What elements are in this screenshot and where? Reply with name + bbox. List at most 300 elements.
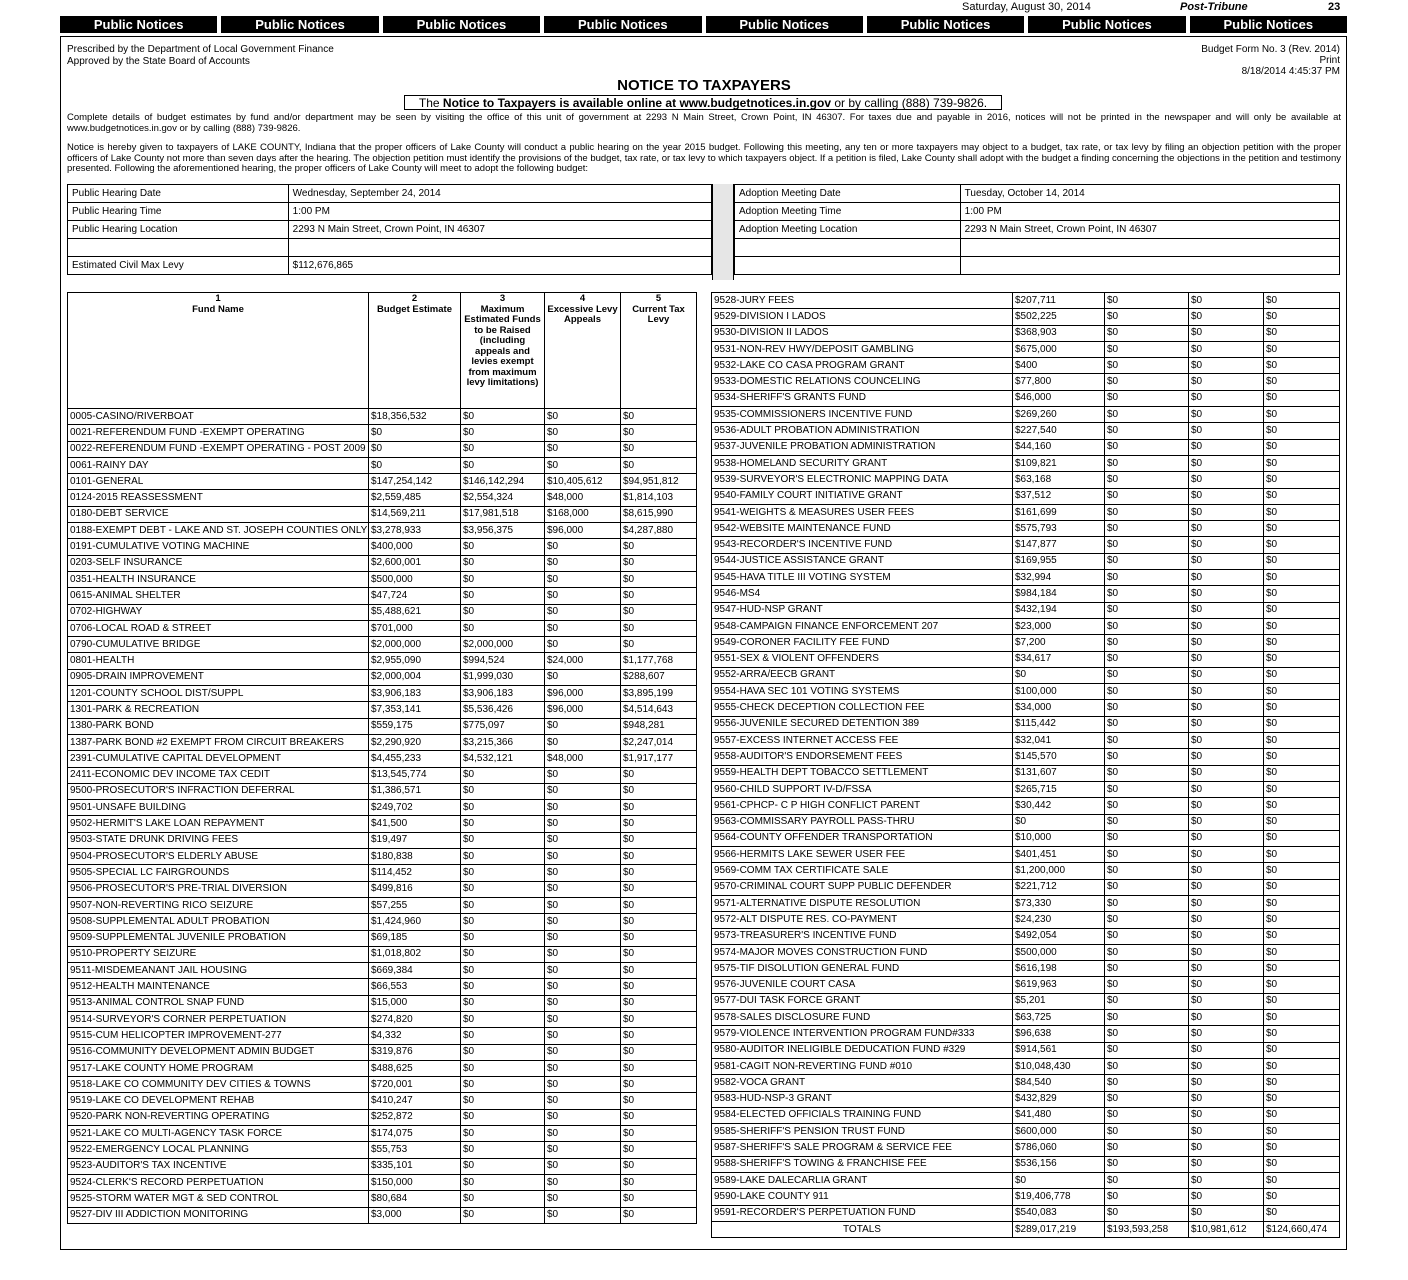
excessive-levy: $48,000 [545, 751, 621, 767]
excessive-levy: $0 [1189, 1010, 1264, 1026]
excessive-levy: $0 [1189, 700, 1264, 716]
section-label: Public Notices [544, 16, 701, 33]
fund-row [68, 800, 697, 816]
budget-estimate: $161,699 [1013, 504, 1105, 520]
budget-estimate: $616,198 [1013, 961, 1105, 977]
fund-name: 9540-FAMILY COURT INITIATIVE GRANT [712, 488, 1013, 504]
fund-row [68, 767, 697, 783]
fund-row [68, 571, 697, 587]
excessive-levy: $0 [1189, 781, 1264, 797]
current-tax-levy: $3,895,199 [621, 686, 697, 702]
excessive-levy: $0 [1189, 293, 1264, 309]
fund-name: 9503-STATE DRUNK DRIVING FEES [68, 832, 369, 848]
fund-name: 9564-COUNTY OFFENDER TRANSPORTATION [712, 830, 1013, 846]
current-tax-levy: $0 [1264, 602, 1340, 618]
current-tax-levy: $0 [621, 767, 697, 783]
max-estimated-funds: $0 [461, 800, 545, 816]
fund-name: 9505-SPECIAL LC FAIRGROUNDS [68, 865, 369, 881]
current-tax-levy: $0 [621, 783, 697, 799]
fund-name: 0905-DRAIN IMPROVEMENT [68, 669, 369, 685]
fund-name: 9515-CUM HELICOPTER IMPROVEMENT-277 [68, 1028, 369, 1044]
budget-estimate: $2,000,004 [369, 669, 461, 685]
fund-row [68, 751, 697, 767]
current-tax-levy: $0 [1264, 586, 1340, 602]
excessive-levy: $0 [545, 441, 621, 457]
fund-row [712, 1058, 1340, 1074]
fund-row [712, 961, 1340, 977]
budget-estimate: $47,724 [369, 588, 461, 604]
fund-row [68, 1142, 697, 1158]
current-tax-levy: $4,514,643 [621, 702, 697, 718]
current-tax-levy: $0 [1264, 1205, 1340, 1221]
max-estimated-funds: $0 [1105, 684, 1189, 700]
budget-estimate: $19,406,778 [1013, 1189, 1105, 1205]
fund-name: 9506-PROSECUTOR'S PRE-TRIAL DIVERSION [68, 881, 369, 897]
excessive-levy: $0 [545, 1011, 621, 1027]
fund-row [712, 374, 1340, 390]
current-tax-levy: $0 [621, 816, 697, 832]
fund-name: 9502-HERMIT'S LAKE LOAN REPAYMENT [68, 816, 369, 832]
budget-estimate: $41,500 [369, 816, 461, 832]
fund-name: 9512-HEALTH MAINTENANCE [68, 979, 369, 995]
excessive-levy: $0 [545, 571, 621, 587]
fund-name: 9545-HAVA TITLE III VOTING SYSTEM [712, 570, 1013, 586]
budget-estimate: $984,184 [1013, 586, 1105, 602]
excessive-levy: $0 [1189, 684, 1264, 700]
current-tax-levy: $0 [621, 1044, 697, 1060]
current-tax-levy: $0 [621, 1207, 697, 1223]
fund-row [712, 993, 1340, 1009]
max-estimated-funds: $0 [1105, 1010, 1189, 1026]
excessive-levy: $0 [1189, 814, 1264, 830]
fund-row [68, 604, 697, 620]
fund-row [712, 879, 1340, 895]
fund-row [68, 539, 697, 555]
budget-estimate: $147,877 [1013, 537, 1105, 553]
max-estimated-funds: $2,000,000 [461, 637, 545, 653]
hearing-row [735, 203, 1340, 221]
excessive-levy: $0 [545, 800, 621, 816]
fund-row [68, 1077, 697, 1093]
fund-row [712, 1042, 1340, 1058]
budget-estimate: $18,356,532 [369, 409, 461, 425]
fund-row [68, 783, 697, 799]
fund-row [712, 1205, 1340, 1221]
fund-name: 9524-CLERK'S RECORD PERPETUATION [68, 1174, 369, 1190]
hearing-label: Public Hearing Date [68, 185, 289, 203]
budget-estimate: $720,001 [369, 1077, 461, 1093]
excessive-levy: $0 [545, 588, 621, 604]
budget-estimate: $10,000 [1013, 830, 1105, 846]
current-tax-levy: $0 [1264, 1107, 1340, 1123]
fund-row [712, 781, 1340, 797]
totals-label: TOTALS [712, 1221, 1013, 1237]
fund-name: 9519-LAKE CO DEVELOPMENT REHAB [68, 1093, 369, 1109]
fund-name: 2391-CUMULATIVE CAPITAL DEVELOPMENT [68, 751, 369, 767]
excessive-levy: $0 [1189, 472, 1264, 488]
hearing-row [735, 221, 1340, 239]
current-tax-levy: $0 [1264, 863, 1340, 879]
max-estimated-funds: $0 [461, 832, 545, 848]
fund-row [712, 390, 1340, 406]
excessive-levy: $0 [545, 1207, 621, 1223]
current-tax-levy: $288,607 [621, 669, 697, 685]
max-estimated-funds: $0 [461, 539, 545, 555]
excessive-levy: $0 [545, 620, 621, 636]
fund-row [712, 618, 1340, 634]
hearing-divider [712, 184, 734, 280]
col-excessive-levy: 4 Excessive Levy Appeals [545, 293, 621, 409]
excessive-levy: $0 [1189, 1075, 1264, 1091]
current-tax-levy: $0 [1264, 1124, 1340, 1140]
max-estimated-funds: $0 [1105, 912, 1189, 928]
current-tax-levy: $0 [621, 832, 697, 848]
budget-estimate: $221,712 [1013, 879, 1105, 895]
hearing-value: Tuesday, October 14, 2014 [960, 185, 1339, 203]
budget-estimate: $401,451 [1013, 847, 1105, 863]
budget-estimate: $4,332 [369, 1028, 461, 1044]
budget-estimate: $3,000 [369, 1207, 461, 1223]
fund-row [68, 979, 697, 995]
current-tax-levy: $0 [621, 865, 697, 881]
fund-row [712, 765, 1340, 781]
budget-estimate: $3,906,183 [369, 686, 461, 702]
fund-name: 9510-PROPERTY SEIZURE [68, 946, 369, 962]
fund-row [712, 830, 1340, 846]
max-estimated-funds: $0 [1105, 667, 1189, 683]
max-estimated-funds: $0 [461, 767, 545, 783]
fund-name: 9514-SURVEYOR'S CORNER PERPETUATION [68, 1011, 369, 1027]
section-label: Public Notices [1190, 16, 1347, 33]
totals-value: $193,593,258 [1105, 1221, 1189, 1237]
max-estimated-funds: $3,956,375 [461, 523, 545, 539]
section-label: Public Notices [1028, 16, 1185, 33]
fund-name: 9517-LAKE COUNTY HOME PROGRAM [68, 1060, 369, 1076]
budget-estimate: $269,260 [1013, 407, 1105, 423]
budget-estimate: $319,876 [369, 1044, 461, 1060]
max-estimated-funds: $0 [461, 1191, 545, 1207]
hearing-row [735, 257, 1340, 275]
excessive-levy: $0 [1189, 651, 1264, 667]
excessive-levy: $0 [545, 767, 621, 783]
current-tax-levy: $0 [1264, 1173, 1340, 1189]
max-estimated-funds: $0 [1105, 1173, 1189, 1189]
fund-name: 9591-RECORDER'S PERPETUATION FUND [712, 1205, 1013, 1221]
excessive-levy: $0 [545, 457, 621, 473]
current-tax-levy: $0 [621, 914, 697, 930]
max-estimated-funds: $0 [1105, 521, 1189, 537]
hearing-value [960, 239, 1339, 257]
current-tax-levy: $0 [621, 441, 697, 457]
fund-name: 1301-PARK & RECREATION [68, 702, 369, 718]
excessive-levy: $0 [1189, 1091, 1264, 1107]
budget-estimate: $63,168 [1013, 472, 1105, 488]
excessive-levy: $0 [545, 425, 621, 441]
totals-value: $289,017,219 [1013, 1221, 1105, 1237]
fund-name: 1387-PARK BOND #2 EXEMPT FROM CIRCUIT BREAKERS [68, 734, 369, 750]
fund-name: 9542-WEBSITE MAINTENANCE FUND [712, 521, 1013, 537]
max-estimated-funds: $0 [461, 995, 545, 1011]
masthead [0, 0, 1408, 14]
budget-estimate: $432,829 [1013, 1091, 1105, 1107]
fund-name: 9557-EXCESS INTERNET ACCESS FEE [712, 733, 1013, 749]
max-estimated-funds: $0 [1105, 944, 1189, 960]
hearing-value [960, 257, 1339, 275]
budget-estimate: $145,570 [1013, 749, 1105, 765]
fund-row [68, 1109, 697, 1125]
budget-estimate: $100,000 [1013, 684, 1105, 700]
excessive-levy: $0 [545, 1028, 621, 1044]
form-info [1201, 44, 1340, 77]
current-tax-levy: $2,247,014 [621, 734, 697, 750]
current-tax-levy: $0 [1264, 570, 1340, 586]
max-estimated-funds: $0 [461, 881, 545, 897]
max-estimated-funds: $0 [1105, 407, 1189, 423]
max-estimated-funds: $0 [1105, 325, 1189, 341]
fund-name: 9501-UNSAFE BUILDING [68, 800, 369, 816]
excessive-levy: $0 [1189, 553, 1264, 569]
max-estimated-funds: $0 [1105, 341, 1189, 357]
budget-estimate: $13,545,774 [369, 767, 461, 783]
fund-name: 0180-DEBT SERVICE [68, 506, 369, 522]
max-estimated-funds: $0 [1105, 1205, 1189, 1221]
fund-row [712, 651, 1340, 667]
budget-estimate: $23,000 [1013, 618, 1105, 634]
fund-row [68, 1011, 697, 1027]
current-tax-levy: $1,177,768 [621, 653, 697, 669]
budget-estimate: $2,600,001 [369, 555, 461, 571]
budget-estimate: $150,000 [369, 1174, 461, 1190]
excessive-levy: $0 [1189, 1107, 1264, 1123]
current-tax-levy: $0 [621, 620, 697, 636]
fund-name: 9525-STORM WATER MGT & SED CONTROL [68, 1191, 369, 1207]
fund-name: 0615-ANIMAL SHELTER [68, 588, 369, 604]
fund-name: 9576-JUVENILE COURT CASA [712, 977, 1013, 993]
budget-estimate: $73,330 [1013, 895, 1105, 911]
current-tax-levy: $0 [621, 800, 697, 816]
max-estimated-funds: $0 [1105, 879, 1189, 895]
max-estimated-funds: $0 [461, 783, 545, 799]
current-tax-levy: $0 [621, 1142, 697, 1158]
excessive-levy: $0 [1189, 1124, 1264, 1140]
hearing-value: $112,676,865 [288, 257, 711, 275]
excessive-levy: $0 [545, 946, 621, 962]
fund-row [712, 521, 1340, 537]
fund-row [712, 325, 1340, 341]
budget-estimate: $1,200,000 [1013, 863, 1105, 879]
current-tax-levy: $0 [1264, 733, 1340, 749]
current-tax-levy: $0 [621, 1011, 697, 1027]
current-tax-levy: $0 [1264, 374, 1340, 390]
hearing-row [735, 239, 1340, 257]
details-paragraph: Complete details of budget estimates by fund and/or department may be seen by visiting the office of this unit of government at 2293 N Main Street, Crown Point, IN 46307. For taxes due and payable in 2016, notices will not be printed in the newspaper and will only be available at www.budgetnotices.in.gov or by calling (888) 739-9826. [67, 112, 1341, 134]
excessive-levy: $0 [1189, 1026, 1264, 1042]
budget-estimate: $500,000 [369, 571, 461, 587]
budget-estimate: $55,753 [369, 1142, 461, 1158]
fund-row [68, 930, 697, 946]
budget-estimate: $63,725 [1013, 1010, 1105, 1026]
current-tax-levy: $0 [621, 588, 697, 604]
max-estimated-funds: $0 [1105, 651, 1189, 667]
excessive-levy: $0 [545, 555, 621, 571]
current-tax-levy: $0 [1264, 765, 1340, 781]
fund-row [712, 895, 1340, 911]
budget-estimate: $499,816 [369, 881, 461, 897]
max-estimated-funds: $0 [1105, 863, 1189, 879]
max-estimated-funds: $0 [1105, 765, 1189, 781]
budget-estimate: $41,480 [1013, 1107, 1105, 1123]
fund-row [712, 1091, 1340, 1107]
max-estimated-funds: $0 [1105, 1140, 1189, 1156]
fund-name: 9584-ELECTED OFFICIALS TRAINING FUND [712, 1107, 1013, 1123]
fund-name: 0706-LOCAL ROAD & STREET [68, 620, 369, 636]
max-estimated-funds: $0 [461, 963, 545, 979]
fund-row [68, 425, 697, 441]
max-estimated-funds: $0 [1105, 1107, 1189, 1123]
hearing-row [68, 185, 712, 203]
excessive-levy: $0 [545, 718, 621, 734]
current-tax-levy: $0 [621, 995, 697, 1011]
max-estimated-funds: $0 [461, 1060, 545, 1076]
current-tax-levy: $0 [1264, 993, 1340, 1009]
current-tax-levy: $0 [1264, 472, 1340, 488]
current-tax-levy: $0 [1264, 1010, 1340, 1026]
max-estimated-funds: $0 [461, 914, 545, 930]
budget-estimate: $540,083 [1013, 1205, 1105, 1221]
fund-name: 9588-SHERIFF'S TOWING & FRANCHISE FEE [712, 1156, 1013, 1172]
excessive-levy: $0 [1189, 879, 1264, 895]
fund-row [712, 749, 1340, 765]
fund-name: 9521-LAKE CO MULTI-AGENCY TASK FORCE [68, 1126, 369, 1142]
budget-estimate: $109,821 [1013, 455, 1105, 471]
budget-estimate: $669,384 [369, 963, 461, 979]
excessive-levy: $0 [1189, 798, 1264, 814]
max-estimated-funds: $0 [1105, 455, 1189, 471]
excessive-levy: $10,405,612 [545, 474, 621, 490]
fund-name: 9551-SEX & VIOLENT OFFENDERS [712, 651, 1013, 667]
current-tax-levy: $0 [1264, 504, 1340, 520]
budget-estimate: $0 [369, 457, 461, 473]
section-label: Public Notices [221, 16, 378, 33]
fund-row [68, 734, 697, 750]
max-estimated-funds: $0 [461, 409, 545, 425]
budget-estimate: $432,194 [1013, 602, 1105, 618]
fund-name: 9590-LAKE COUNTY 911 [712, 1189, 1013, 1205]
fund-row [68, 523, 697, 539]
max-estimated-funds: $0 [461, 865, 545, 881]
printed-timestamp: 8/18/2014 4:45:37 PM [1241, 66, 1340, 77]
max-estimated-funds: $0 [1105, 537, 1189, 553]
max-estimated-funds: $0 [1105, 716, 1189, 732]
fund-name: 9585-SHERIFF'S PENSION TRUST FUND [712, 1124, 1013, 1140]
fund-name: 9534-SHERIFF'S GRANTS FUND [712, 390, 1013, 406]
fund-row [68, 702, 697, 718]
excessive-levy: $0 [1189, 407, 1264, 423]
current-tax-levy: $0 [621, 555, 697, 571]
fund-row [68, 457, 697, 473]
fund-name: 9538-HOMELAND SECURITY GRANT [712, 455, 1013, 471]
max-estimated-funds: $3,906,183 [461, 686, 545, 702]
current-tax-levy: $0 [621, 1028, 697, 1044]
budget-estimate: $1,018,802 [369, 946, 461, 962]
budget-estimate: $675,000 [1013, 341, 1105, 357]
fund-name: 9548-CAMPAIGN FINANCE ENFORCEMENT 207 [712, 618, 1013, 634]
fund-name: 9571-ALTERNATIVE DISPUTE RESOLUTION [712, 895, 1013, 911]
totals-row [712, 1221, 1340, 1237]
current-tax-levy: $0 [1264, 1042, 1340, 1058]
excessive-levy: $0 [1189, 586, 1264, 602]
budget-estimate: $536,156 [1013, 1156, 1105, 1172]
excessive-levy: $96,000 [545, 686, 621, 702]
print-label: Print [1319, 55, 1340, 66]
fund-row [712, 912, 1340, 928]
online-availability-box [404, 95, 1002, 110]
col-max-estimated-funds: 3 Maximum Estimated Funds to be Raised (including appeals and levies exempt from maximum levy limitations) [461, 293, 545, 409]
fund-row [68, 409, 697, 425]
budget-estimate: $701,000 [369, 620, 461, 636]
max-estimated-funds: $0 [461, 1207, 545, 1223]
budget-estimate: $410,247 [369, 1093, 461, 1109]
fund-row [712, 863, 1340, 879]
fund-row [712, 553, 1340, 569]
max-estimated-funds: $0 [1105, 309, 1189, 325]
max-estimated-funds: $0 [461, 816, 545, 832]
hearing-label [735, 239, 961, 257]
fund-name: 9544-JUSTICE ASSISTANCE GRANT [712, 553, 1013, 569]
budget-estimate: $335,101 [369, 1158, 461, 1174]
max-estimated-funds: $0 [1105, 814, 1189, 830]
max-estimated-funds: $0 [1105, 1026, 1189, 1042]
budget-estimate: $10,048,430 [1013, 1058, 1105, 1074]
fund-name: 9541-WEIGHTS & MEASURES USER FEES [712, 504, 1013, 520]
fund-row [712, 1156, 1340, 1172]
excessive-levy: $0 [1189, 390, 1264, 406]
fund-row [68, 865, 697, 881]
excessive-levy: $0 [1189, 716, 1264, 732]
excessive-levy: $168,000 [545, 506, 621, 522]
max-estimated-funds: $0 [461, 1142, 545, 1158]
fund-name: 9543-RECORDER'S INCENTIVE FUND [712, 537, 1013, 553]
current-tax-levy: $0 [1264, 635, 1340, 651]
fund-row [68, 1158, 697, 1174]
max-estimated-funds: $0 [1105, 928, 1189, 944]
budget-estimate: $30,442 [1013, 798, 1105, 814]
excessive-levy: $0 [1189, 667, 1264, 683]
current-tax-levy: $0 [621, 1126, 697, 1142]
current-tax-levy: $0 [1264, 1058, 1340, 1074]
max-estimated-funds: $0 [1105, 1075, 1189, 1091]
fund-row [68, 1060, 697, 1076]
adoption-meeting-table [734, 184, 1340, 275]
excessive-levy: $0 [545, 979, 621, 995]
max-estimated-funds: $0 [1105, 553, 1189, 569]
current-tax-levy: $0 [1264, 895, 1340, 911]
fund-name: 2411-ECONOMIC DEV INCOME TAX CEDIT [68, 767, 369, 783]
excessive-levy: $0 [1189, 928, 1264, 944]
fund-row [68, 669, 697, 685]
fund-row [712, 537, 1340, 553]
max-estimated-funds: $0 [461, 1126, 545, 1142]
max-estimated-funds: $0 [461, 979, 545, 995]
current-tax-levy: $0 [1264, 521, 1340, 537]
current-tax-levy: $0 [1264, 1091, 1340, 1107]
fund-name: 9537-JUVENILE PROBATION ADMINISTRATION [712, 439, 1013, 455]
max-estimated-funds: $0 [1105, 700, 1189, 716]
excessive-levy: $0 [545, 963, 621, 979]
budget-estimate: $80,684 [369, 1191, 461, 1207]
hearing-value [288, 239, 711, 257]
excessive-levy: $0 [545, 897, 621, 913]
